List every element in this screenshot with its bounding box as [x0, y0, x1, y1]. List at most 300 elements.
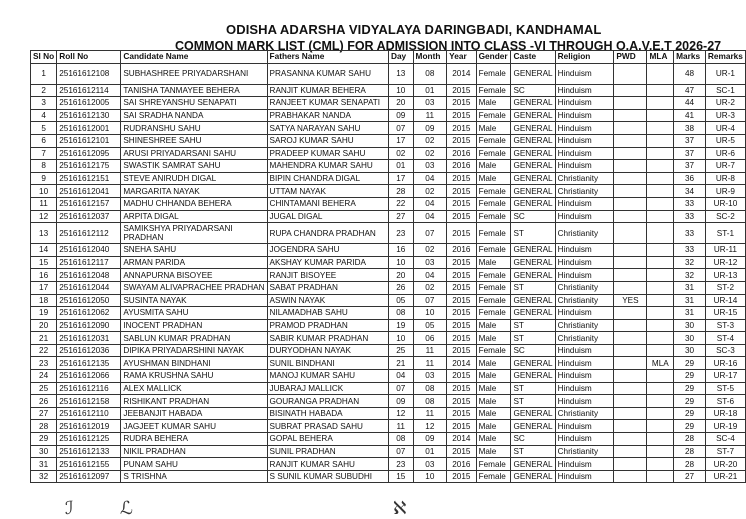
cell-month: 08 — [413, 63, 447, 84]
cell-religion: Christianity — [555, 407, 614, 420]
cell-remarks: UR-6 — [705, 147, 745, 160]
cell-father-name: JUBARAJ MALLICK — [267, 382, 388, 395]
cell-caste: ST — [511, 332, 555, 345]
cell-sl: 27 — [31, 407, 57, 420]
cell-year: 2015 — [447, 307, 476, 320]
cell-gender: Male — [476, 160, 511, 173]
cell-day: 26 — [388, 281, 413, 294]
cell-marks: 29 — [674, 370, 706, 383]
cell-year: 2015 — [447, 319, 476, 332]
cell-mla — [647, 160, 674, 173]
cell-month: 10 — [413, 470, 447, 483]
cell-year: 2016 — [447, 147, 476, 160]
cell-gender: Female — [476, 185, 511, 198]
cell-month: 02 — [413, 244, 447, 257]
table-body — [31, 63, 746, 483]
cell-mla — [647, 382, 674, 395]
cell-mla — [647, 172, 674, 185]
cell-remarks: SC-1 — [705, 84, 745, 97]
cell-remarks: UR-11 — [705, 244, 745, 257]
cell-remarks: UR-20 — [705, 458, 745, 471]
cell-year: 2015 — [447, 122, 476, 135]
col-header-day: Day — [388, 51, 413, 64]
cell-candidate-name: DIPIKA PRIYADARSHINI NAYAK — [121, 344, 267, 357]
cell-pwd — [614, 197, 647, 210]
cell-remarks: UR-21 — [705, 470, 745, 483]
cell-caste: GENERAL — [511, 269, 555, 282]
cell-caste: GENERAL — [511, 160, 555, 173]
cell-day: 23 — [388, 458, 413, 471]
cell-marks: 41 — [674, 109, 706, 122]
cell-month: 06 — [413, 332, 447, 345]
cell-day: 16 — [388, 244, 413, 257]
cell-caste: SC — [511, 344, 555, 357]
cell-marks: 29 — [674, 407, 706, 420]
cell-father-name: NILAMADHAB SAHU — [267, 307, 388, 320]
cell-father-name: ASWIN NAYAK — [267, 294, 388, 307]
cell-gender: Male — [476, 433, 511, 446]
cell-candidate-name: SUSINTA NAYAK — [121, 294, 267, 307]
cell-pwd — [614, 223, 647, 244]
cell-remarks: ST-2 — [705, 281, 745, 294]
col-header-roll: Roll No — [57, 51, 121, 64]
cell-day: 09 — [388, 395, 413, 408]
cell-father-name: SABAT PRADHAN — [267, 281, 388, 294]
cell-gender: Male — [476, 407, 511, 420]
cell-year: 2015 — [447, 420, 476, 433]
cell-father-name: JUGAL DIGAL — [267, 210, 388, 223]
cell-remarks: ST-7 — [705, 445, 745, 458]
cell-day: 22 — [388, 197, 413, 210]
col-header-remarks: Remarks — [705, 51, 745, 64]
cell-caste: GENERAL — [511, 307, 555, 320]
cell-gender: Female — [476, 458, 511, 471]
cell-roll: 25161612090 — [57, 319, 121, 332]
cell-marks: 29 — [674, 357, 706, 370]
cell-remarks: UR-13 — [705, 269, 745, 282]
cell-gender: Female — [476, 294, 511, 307]
cell-sl: 14 — [31, 244, 57, 257]
cell-religion: Hinduism — [555, 109, 614, 122]
cell-day: 25 — [388, 344, 413, 357]
cell-day: 15 — [388, 470, 413, 483]
table-row — [31, 210, 746, 223]
cell-religion: Hinduism — [555, 307, 614, 320]
cell-caste: ST — [511, 223, 555, 244]
cell-candidate-name: SAI SRADHA NANDA — [121, 109, 267, 122]
table-header-row — [31, 51, 746, 64]
cell-mla — [647, 256, 674, 269]
cell-day: 23 — [388, 223, 413, 244]
cell-year: 2015 — [447, 269, 476, 282]
cell-marks: 47 — [674, 84, 706, 97]
cell-gender: Male — [476, 172, 511, 185]
cell-roll: 25161612135 — [57, 357, 121, 370]
cell-mla — [647, 433, 674, 446]
table-row — [31, 281, 746, 294]
cell-day: 17 — [388, 172, 413, 185]
cell-year: 2015 — [447, 109, 476, 122]
col-header-year: Year — [447, 51, 476, 64]
cell-father-name: RANJIT KUMAR SAHU — [267, 458, 388, 471]
cell-religion: Hinduism — [555, 160, 614, 173]
cell-religion: Hinduism — [555, 269, 614, 282]
cell-caste: GENERAL — [511, 97, 555, 110]
cell-caste: GENERAL — [511, 122, 555, 135]
table-row — [31, 223, 746, 244]
cell-marks: 29 — [674, 382, 706, 395]
cell-candidate-name: MARGARITA NAYAK — [121, 185, 267, 198]
table-row — [31, 382, 746, 395]
cell-gender: Male — [476, 420, 511, 433]
cell-candidate-name: ARUSI PRIYADARSANI SAHU — [121, 147, 267, 160]
cell-roll: 25161612019 — [57, 420, 121, 433]
cell-father-name: BIPIN CHANDRA DIGAL — [267, 172, 388, 185]
cell-gender: Male — [476, 445, 511, 458]
cell-sl: 18 — [31, 294, 57, 307]
cell-pwd — [614, 433, 647, 446]
cell-sl: 9 — [31, 172, 57, 185]
table-row — [31, 420, 746, 433]
cell-roll: 25161612036 — [57, 344, 121, 357]
cell-month: 07 — [413, 294, 447, 307]
cell-month: 01 — [413, 445, 447, 458]
table-row — [31, 134, 746, 147]
cell-sl: 15 — [31, 256, 57, 269]
cell-religion: Hinduism — [555, 382, 614, 395]
col-header-month: Month — [413, 51, 447, 64]
cell-mla — [647, 109, 674, 122]
cell-candidate-name: TANISHA TANMAYEE BEHERA — [121, 84, 267, 97]
cell-father-name: MAHENDRA KUMAR SAHU — [267, 160, 388, 173]
cell-day: 20 — [388, 269, 413, 282]
cell-month: 10 — [413, 307, 447, 320]
cell-father-name: AKSHAY KUMAR PARIDA — [267, 256, 388, 269]
cell-caste: ST — [511, 445, 555, 458]
cell-year: 2015 — [447, 332, 476, 345]
cell-roll: 25161612095 — [57, 147, 121, 160]
cell-pwd — [614, 122, 647, 135]
cell-father-name: SUBRAT PRASAD SAHU — [267, 420, 388, 433]
cell-religion: Christianity — [555, 332, 614, 345]
cell-father-name: CHINTAMANI BEHERA — [267, 197, 388, 210]
cell-marks: 28 — [674, 458, 706, 471]
cell-roll: 25161612151 — [57, 172, 121, 185]
cell-year: 2014 — [447, 63, 476, 84]
cell-roll: 25161612157 — [57, 197, 121, 210]
cell-month: 09 — [413, 122, 447, 135]
candidate-name-text: SAMIKSHYA PRIYADARSANI PRADHAN — [123, 223, 233, 243]
cell-year: 2014 — [447, 357, 476, 370]
cell-roll: 25161612158 — [57, 395, 121, 408]
cell-father-name: RUPA CHANDRA PRADHAN — [267, 223, 388, 244]
cell-sl: 4 — [31, 109, 57, 122]
cell-father-name: RANJEET KUMAR SENAPATI — [267, 97, 388, 110]
cell-pwd — [614, 470, 647, 483]
cell-caste: GENERAL — [511, 407, 555, 420]
cell-caste: GENERAL — [511, 294, 555, 307]
cell-sl: 30 — [31, 445, 57, 458]
cell-day: 27 — [388, 210, 413, 223]
cell-day: 12 — [388, 407, 413, 420]
table-row — [31, 370, 746, 383]
cell-candidate-name: SWASTIK SAMRAT SAHU — [121, 160, 267, 173]
cell-father-name: MANOJ KUMAR SAHU — [267, 370, 388, 383]
cell-roll: 25161612005 — [57, 97, 121, 110]
cell-marks: 33 — [674, 223, 706, 244]
table-row — [31, 395, 746, 408]
cell-pwd — [614, 172, 647, 185]
cell-religion: Hinduism — [555, 63, 614, 84]
cell-sl: 26 — [31, 395, 57, 408]
cell-religion: Hinduism — [555, 458, 614, 471]
cell-gender: Female — [476, 84, 511, 97]
cell-year: 2015 — [447, 407, 476, 420]
cell-religion: Hinduism — [555, 344, 614, 357]
table-row — [31, 197, 746, 210]
cell-religion: Christianity — [555, 319, 614, 332]
cell-year: 2015 — [447, 256, 476, 269]
cell-sl: 3 — [31, 97, 57, 110]
cell-candidate-name: STEVE ANIRUDH DIGAL — [121, 172, 267, 185]
cell-candidate-name: RAMA KRUSHNA SAHU — [121, 370, 267, 383]
cell-candidate-name: SNEHA SAHU — [121, 244, 267, 257]
cell-marks: 34 — [674, 185, 706, 198]
cell-father-name: PRAMOD PRADHAN — [267, 319, 388, 332]
cell-caste: GENERAL — [511, 420, 555, 433]
cell-sl: 19 — [31, 307, 57, 320]
cell-year: 2016 — [447, 244, 476, 257]
cell-marks: 44 — [674, 97, 706, 110]
cell-candidate-name: ARMAN PARIDA — [121, 256, 267, 269]
cell-year: 2015 — [447, 84, 476, 97]
cell-caste: ST — [511, 319, 555, 332]
cell-roll: 25161612117 — [57, 256, 121, 269]
cell-caste: GENERAL — [511, 244, 555, 257]
cell-day: 09 — [388, 109, 413, 122]
cell-remarks: UR-3 — [705, 109, 745, 122]
cell-sl: 13 — [31, 223, 57, 244]
signature-mark: ℵ — [393, 498, 407, 519]
cell-pwd — [614, 357, 647, 370]
candidate-name-text: SUBHASHREE PRIYADARSHANI — [123, 68, 249, 78]
cell-month: 08 — [413, 382, 447, 395]
cell-sl: 11 — [31, 197, 57, 210]
cell-father-name: DURYODHAN NAYAK — [267, 344, 388, 357]
cell-month: 11 — [413, 357, 447, 370]
cell-day: 20 — [388, 97, 413, 110]
cell-month: 03 — [413, 370, 447, 383]
cell-roll: 25161612048 — [57, 269, 121, 282]
cell-mla — [647, 370, 674, 383]
cell-gender: Female — [476, 344, 511, 357]
cell-remarks: SC-2 — [705, 210, 745, 223]
cell-roll: 25161612062 — [57, 307, 121, 320]
cell-roll: 25161612041 — [57, 185, 121, 198]
cell-father-name: BISINATH HABADA — [267, 407, 388, 420]
cell-marks: 28 — [674, 433, 706, 446]
cell-remarks: SC-3 — [705, 344, 745, 357]
cell-candidate-name: MADHU CHHANDA BEHERA — [121, 197, 267, 210]
cell-roll: 25161612114 — [57, 84, 121, 97]
cell-roll: 25161612037 — [57, 210, 121, 223]
cell-pwd — [614, 269, 647, 282]
cell-mla — [647, 223, 674, 244]
cell-father-name: SAROJ KUMAR SAHU — [267, 134, 388, 147]
cell-year: 2014 — [447, 433, 476, 446]
cell-mla: MLA — [647, 357, 674, 370]
cell-pwd — [614, 370, 647, 383]
cell-gender: Male — [476, 382, 511, 395]
cell-remarks: UR-12 — [705, 256, 745, 269]
cell-mla — [647, 470, 674, 483]
cell-religion: Hinduism — [555, 84, 614, 97]
table-row — [31, 332, 746, 345]
cell-mla — [647, 407, 674, 420]
cell-caste: GENERAL — [511, 172, 555, 185]
cell-caste: GENERAL — [511, 185, 555, 198]
cell-gender: Male — [476, 122, 511, 135]
school-title: ODISHA ADARSHA VIDYALAYA DARINGBADI, KANDHAMAL — [226, 22, 602, 37]
cell-caste: ST — [511, 382, 555, 395]
cell-year: 2015 — [447, 223, 476, 244]
cell-candidate-name: JAGJEET KUMAR SAHU — [121, 420, 267, 433]
cell-roll: 25161612044 — [57, 281, 121, 294]
cell-caste: SC — [511, 433, 555, 446]
cell-candidate-name: ALEX MALLICK — [121, 382, 267, 395]
cell-mla — [647, 332, 674, 345]
cell-caste: GENERAL — [511, 470, 555, 483]
cell-pwd — [614, 307, 647, 320]
cell-day: 10 — [388, 332, 413, 345]
cell-remarks: SC-4 — [705, 433, 745, 446]
table-row — [31, 269, 746, 282]
cell-pwd — [614, 407, 647, 420]
cell-sl: 10 — [31, 185, 57, 198]
cell-roll: 25161612097 — [57, 470, 121, 483]
cell-month: 03 — [413, 160, 447, 173]
col-header-sl: Sl No — [31, 51, 57, 64]
table-row — [31, 433, 746, 446]
cell-day: 17 — [388, 134, 413, 147]
cell-roll: 25161612101 — [57, 134, 121, 147]
col-header-mla: MLA — [647, 51, 674, 64]
cell-year: 2015 — [447, 445, 476, 458]
table-row — [31, 458, 746, 471]
cell-candidate-name: SABLUN KUMAR PRADHAN — [121, 332, 267, 345]
cell-caste: GENERAL — [511, 63, 555, 84]
cell-gender: Male — [476, 370, 511, 383]
cell-year: 2015 — [447, 382, 476, 395]
cell-marks: 30 — [674, 344, 706, 357]
table-row — [31, 172, 746, 185]
cell-day: 10 — [388, 256, 413, 269]
cell-marks: 27 — [674, 470, 706, 483]
cell-pwd: YES — [614, 294, 647, 307]
cell-father-name: PRADEEP KUMAR SAHU — [267, 147, 388, 160]
table-row — [31, 357, 746, 370]
cell-gender: Female — [476, 134, 511, 147]
cell-roll: 25161612133 — [57, 445, 121, 458]
cell-month: 11 — [413, 344, 447, 357]
table-row — [31, 244, 746, 257]
cell-day: 08 — [388, 433, 413, 446]
cell-marks: 33 — [674, 244, 706, 257]
cell-pwd — [614, 319, 647, 332]
cell-sl: 5 — [31, 122, 57, 135]
cell-remarks: ST-4 — [705, 332, 745, 345]
cell-marks: 30 — [674, 319, 706, 332]
cell-month: 08 — [413, 395, 447, 408]
cell-pwd — [614, 210, 647, 223]
cell-month: 03 — [413, 97, 447, 110]
cell-month: 04 — [413, 269, 447, 282]
cell-mla — [647, 147, 674, 160]
list-title: COMMON MARK LIST (CML) FOR ADMISSION INTO CLASS -VI THROUGH O.A.V.E.T 2026-27 — [175, 39, 722, 53]
cell-sl: 21 — [31, 332, 57, 345]
table-row — [31, 185, 746, 198]
table-row — [31, 294, 746, 307]
cell-sl: 7 — [31, 147, 57, 160]
cell-day: 11 — [388, 420, 413, 433]
cell-caste: SC — [511, 84, 555, 97]
cell-day: 10 — [388, 84, 413, 97]
cell-candidate-name: RUDRANSHU SAHU — [121, 122, 267, 135]
cell-religion: Christianity — [555, 445, 614, 458]
cell-marks: 33 — [674, 210, 706, 223]
cell-year: 2015 — [447, 294, 476, 307]
cell-religion: Christianity — [555, 185, 614, 198]
cell-caste: SC — [511, 210, 555, 223]
cell-pwd — [614, 445, 647, 458]
cell-candidate-name: NIKIL PRADHAN — [121, 445, 267, 458]
cell-candidate-name: AYUSHMAN BINDHANI — [121, 357, 267, 370]
cell-roll: 25161612155 — [57, 458, 121, 471]
table-row — [31, 256, 746, 269]
cell-mla — [647, 319, 674, 332]
cell-year: 2015 — [447, 210, 476, 223]
cell-month: 02 — [413, 147, 447, 160]
cell-mla — [647, 63, 674, 84]
cell-father-name: SATYA NARAYAN SAHU — [267, 122, 388, 135]
cell-pwd — [614, 420, 647, 433]
cell-gender: Female — [476, 109, 511, 122]
cell-month: 12 — [413, 420, 447, 433]
cell-remarks: ST-1 — [705, 223, 745, 244]
cell-remarks: ST-6 — [705, 395, 745, 408]
cell-father-name: PRASANNA KUMAR SAHU — [267, 63, 388, 84]
cell-sl: 22 — [31, 344, 57, 357]
cell-caste: GENERAL — [511, 357, 555, 370]
cell-father-name: UTTAM NAYAK — [267, 185, 388, 198]
cell-pwd — [614, 281, 647, 294]
signature-mark: ℐ — [65, 498, 74, 519]
cell-gender: Female — [476, 470, 511, 483]
cell-mla — [647, 294, 674, 307]
cell-mla — [647, 307, 674, 320]
cell-pwd — [614, 458, 647, 471]
cell-mla — [647, 395, 674, 408]
cell-month: 04 — [413, 210, 447, 223]
cell-gender: Male — [476, 97, 511, 110]
cell-father-name: SABIR KUMAR PRADHAN — [267, 332, 388, 345]
cell-father-name: JOGENDRA SAHU — [267, 244, 388, 257]
cell-pwd — [614, 382, 647, 395]
cell-pwd — [614, 160, 647, 173]
cell-marks: 48 — [674, 63, 706, 84]
cell-father-name: RANJIT KUMAR BEHERA — [267, 84, 388, 97]
cell-religion: Hinduism — [555, 210, 614, 223]
